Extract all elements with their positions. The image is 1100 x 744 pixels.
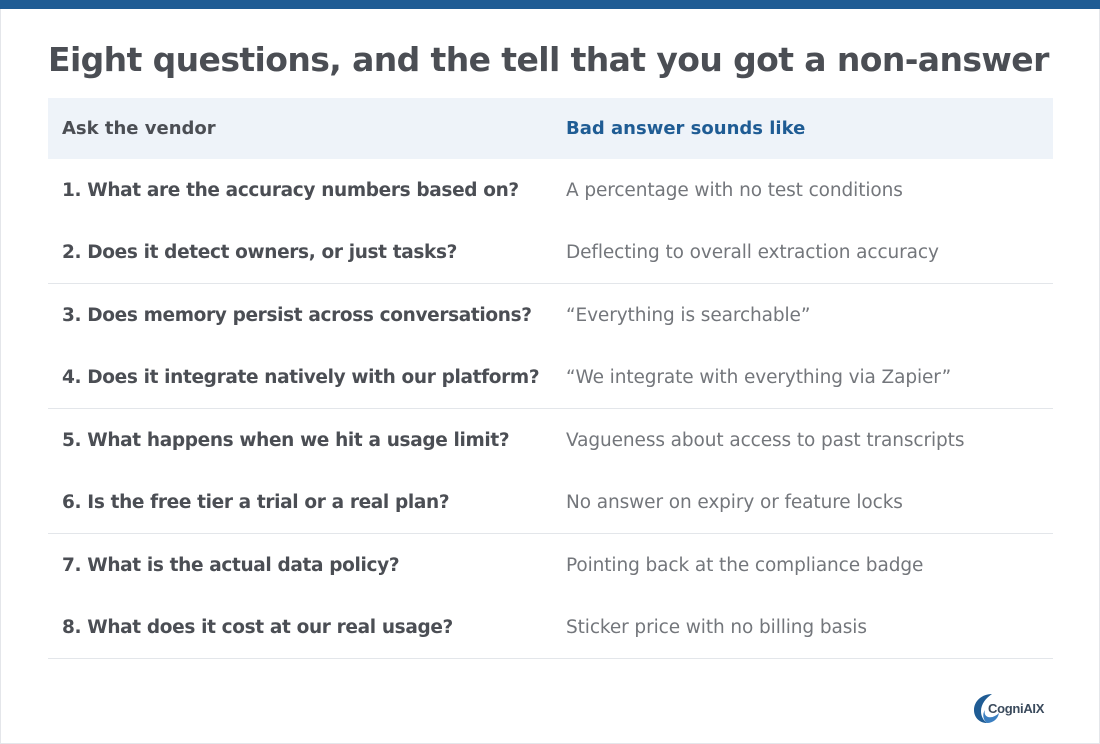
- question-text: 1. What are the accuracy numbers based on?: [62, 179, 519, 201]
- question-cell: [48, 555, 566, 576]
- bad-answer-cell: [566, 430, 1053, 451]
- row-group-2: [48, 284, 1053, 409]
- question-text: 4. Does it integrate natively with our platform?: [62, 366, 540, 388]
- bad-answer-text: “Everything is searchable”: [566, 304, 811, 326]
- header-label-question: Ask the vendor: [62, 118, 216, 139]
- bad-answer-text: Deflecting to overall extraction accuracy: [566, 241, 939, 263]
- question-cell: [48, 367, 566, 388]
- bad-answer-text: Pointing back at the compliance badge: [566, 554, 924, 576]
- header-cell-question: [48, 118, 566, 139]
- table-row: [48, 471, 1053, 533]
- row-group-3: [48, 409, 1053, 534]
- bad-answer-text: Sticker price with no billing basis: [566, 616, 867, 638]
- question-cell: [48, 180, 566, 201]
- question-cell: [48, 242, 566, 263]
- row-group-1: [48, 159, 1053, 284]
- bad-answer-cell: [566, 180, 1053, 201]
- bad-answer-cell: [566, 617, 1053, 638]
- bad-answer-cell: [566, 367, 1053, 388]
- header-label-bad-answer: Bad answer sounds like: [566, 118, 806, 139]
- question-text: 8. What does it cost at our real usage?: [62, 616, 453, 638]
- bad-answer-cell: [566, 492, 1053, 513]
- row-group-4: [48, 534, 1053, 659]
- bad-answer-cell: [566, 242, 1053, 263]
- bad-answer-cell: [566, 555, 1053, 576]
- table-row: [48, 284, 1053, 346]
- question-text: 5. What happens when we hit a usage limit?: [62, 429, 510, 451]
- table-row: [48, 221, 1053, 283]
- question-text: 6. Is the free tier a trial or a real plan?: [62, 491, 450, 513]
- slide-title: Eight questions, and the tell that you got a non-answer: [48, 40, 1049, 79]
- table-row: [48, 409, 1053, 471]
- question-cell: [48, 430, 566, 451]
- table-header-row: [48, 98, 1053, 159]
- questions-table: [48, 98, 1053, 659]
- question-text: 3. Does memory persist across conversations?: [62, 304, 532, 326]
- bad-answer-cell: [566, 305, 1053, 326]
- bad-answer-text: A percentage with no test conditions: [566, 179, 903, 201]
- question-cell: [48, 617, 566, 638]
- table-row: [48, 159, 1053, 221]
- brand-logo: [972, 690, 1052, 726]
- question-cell: [48, 492, 566, 513]
- bad-answer-text: “We integrate with everything via Zapier”: [566, 366, 952, 388]
- question-cell: [48, 305, 566, 326]
- question-text: 7. What is the actual data policy?: [62, 554, 400, 576]
- bad-answer-text: Vagueness about access to past transcripts: [566, 429, 965, 451]
- header-cell-bad-answer: [566, 118, 1053, 139]
- top-accent-bar: [0, 0, 1100, 9]
- brand-logo-text: CogniAIX: [988, 700, 1045, 716]
- table-row: [48, 534, 1053, 596]
- table-row: [48, 346, 1053, 408]
- table-row: [48, 596, 1053, 658]
- question-text: 2. Does it detect owners, or just tasks?: [62, 241, 458, 263]
- bad-answer-text: No answer on expiry or feature locks: [566, 491, 903, 513]
